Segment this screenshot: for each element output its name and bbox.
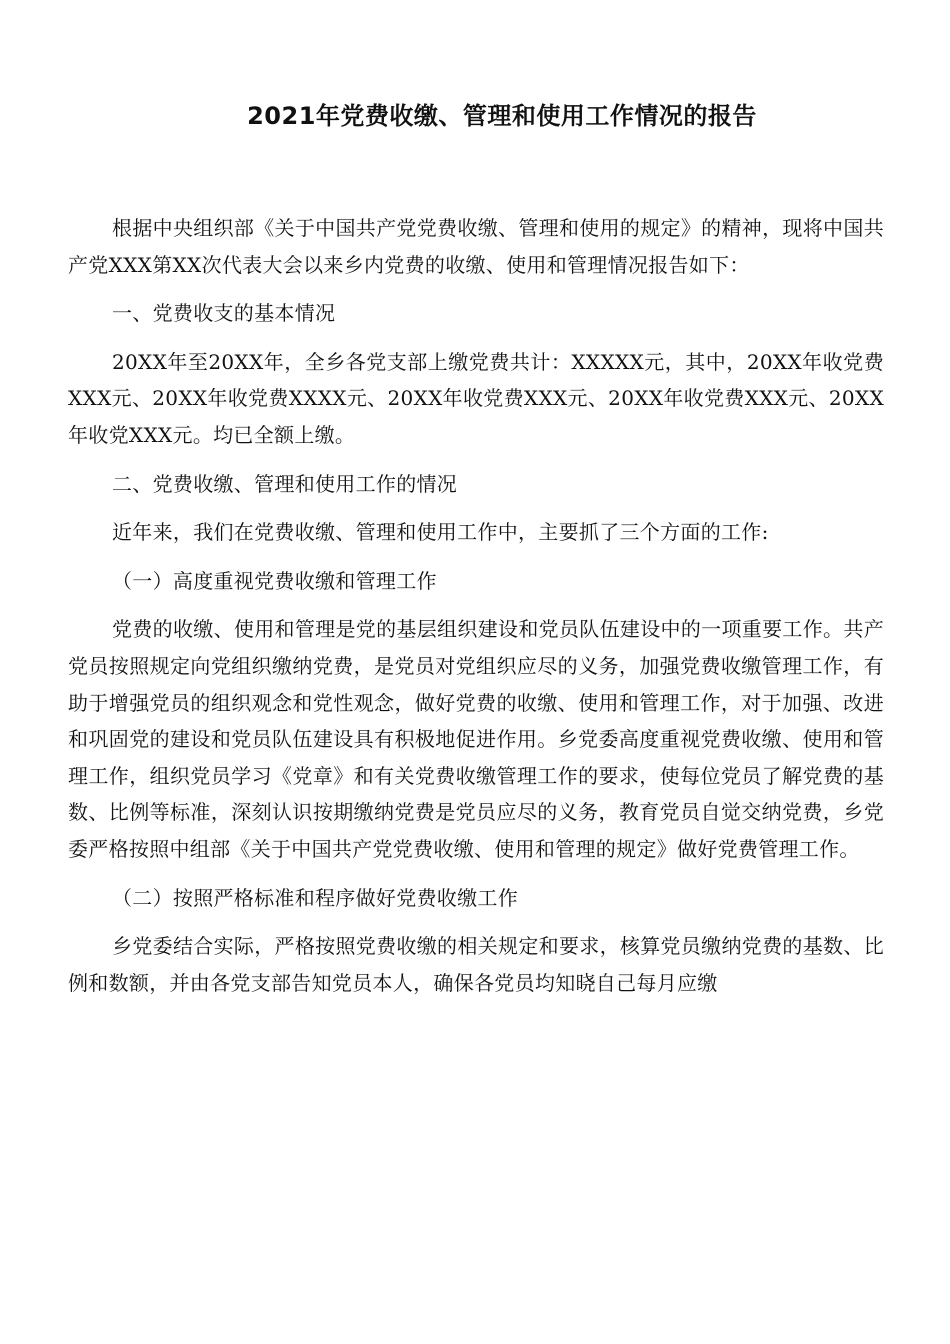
paragraph-income-summary: 20XX年至20XX年，全乡各党支部上缴党费共计：XXXXX元，其中，20XX年收党费XXX元、20XX年收党费XXXX元、20XX年收党费XXX元、20XX年收党费XXX元、20XX年收党XXX元。均已全额上缴。 bbox=[68, 349, 884, 447]
subsection-heading-2: （二）按照严格标准和程序做好党费收缴工作 bbox=[112, 885, 518, 910]
document-title: 2021年党费收缴、管理和使用工作情况的报告 bbox=[247, 102, 757, 130]
paragraph-intro: 根据中央组织部《关于中国共产党党费收缴、管理和使用的规定》的精神，现将中国共产党XXX第XX次代表大会以来乡内党费的收缴、使用和管理情况报告如下： bbox=[68, 216, 884, 277]
paragraph-overview: 近年来，我们在党费收缴、管理和使用工作中，主要抓了三个方面的工作: bbox=[112, 520, 769, 545]
section-heading-1: 一、党费收支的基本情况 bbox=[112, 301, 336, 326]
subsection-heading-1: （一）高度重视党费收缴和管理工作 bbox=[112, 568, 437, 593]
document-body bbox=[68, 210, 884, 1001]
paragraph-management: 党费的收缴、使用和管理是党的基层组织建设和党员队伍建设中的一项重要工作。共产党员按照规定向党组织缴纳党费，是党员对党组织应尽的义务，加强党费收缴管理工作，有助于增强党员的组织观念和党性观念，做好党费的收缴、使用和管理工作，对于加强、改进和巩固党的建设和党员队伍建设具有积极地促进作用。乡党委高度重视党费收缴、使用和管理工作，组织党员学习《党章》和有关党费收缴管理工作的要求，使每位党员了解党费的基数、比例等标准，深刻认识按期缴纳党费是党员应尽的义务，教育党员自觉交纳党费，乡党委严格按照中组部《关于中国共产党党费收缴、使用和管理的规定》做好党费管理工作。 bbox=[68, 617, 884, 861]
section-heading-2: 二、党费收缴、管理和使用工作的情况 bbox=[112, 471, 458, 496]
paragraph-collection: 乡党委结合实际，严格按照党费收缴的相关规定和要求，核算党员缴纳党费的基数、比例和数额，并由各党支部告知党员本人，确保各党员均知晓自己每月应缴 bbox=[68, 934, 884, 995]
